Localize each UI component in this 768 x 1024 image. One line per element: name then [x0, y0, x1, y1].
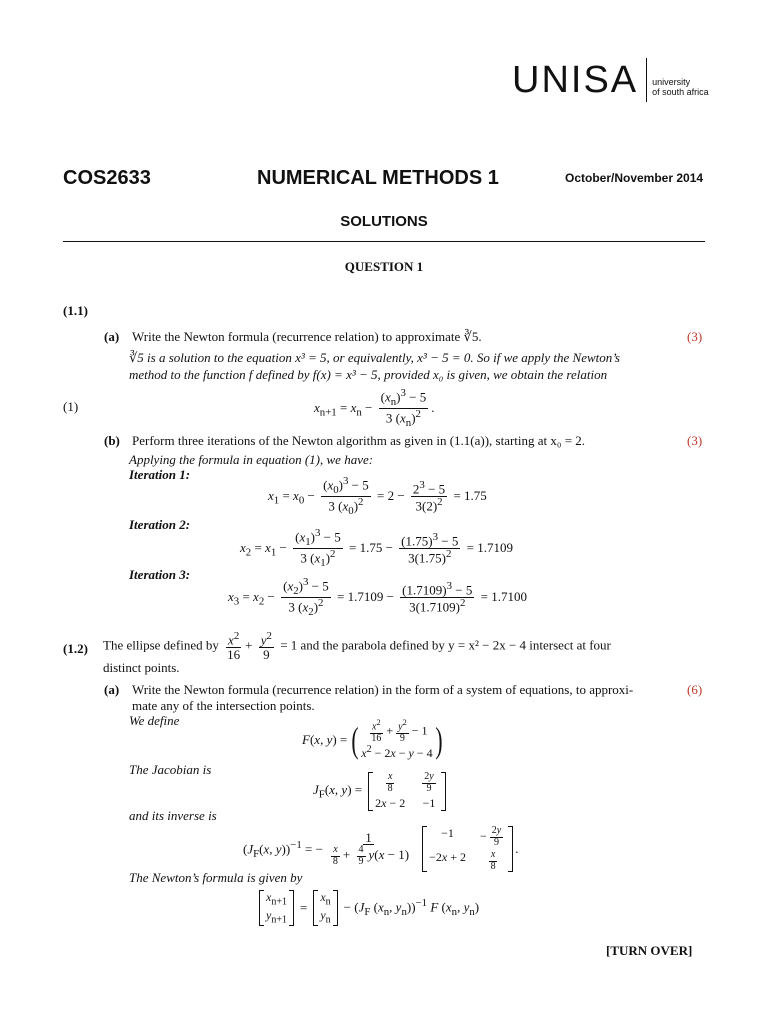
- iteration-3-equation: $x_3 = x_2$ − $\frac{(x_2)^3 - 5}{3 (x_2)^2}$ = 1.7109 − $\frac{(1.7109)^3 - 5}{3(1.7109)^2}$ = 1.7100: [228, 576, 527, 619]
- part-a-answer-1: ∛5 is a solution to the equation x³ = 5, or equivalently, x³ − 5 = 0. So if we apply the Newton’s: [129, 350, 620, 365]
- exam-period: October/November 2014: [565, 171, 704, 185]
- course-code: COS2633: [63, 167, 151, 189]
- logo-tagline: university of south africa: [652, 77, 709, 97]
- inverse-intro-text: and its inverse is: [129, 808, 217, 823]
- part-b-prompt: Perform three iterations of the Newton algorithm as given in (1.1(a)), starting at x₀ = 2.: [132, 433, 586, 448]
- we-define-text: We define: [129, 713, 180, 728]
- jacobian-inverse: ($J_F(x$, y))$^{-1}$ = − 1 $\frac{x}{8}$ + $\frac{4}{9}$ y(x − 1) −1 − $\frac{2y}{9}$ −2x + 2 $\frac{x}{8}$ .: [243, 825, 519, 872]
- part-1-2-a-label: (a): [104, 682, 120, 697]
- part-1-2-a-marks: (6): [687, 682, 703, 697]
- iteration-1-equation: $x_1 = x_0$ − $\frac{(x_0)^3 - 5}{3 (x_0)^2}$ = 2 − $\frac{2^3 - 5}{3(2)^2}$ = 1.75: [268, 475, 487, 518]
- section-label-1-2: (1.2): [63, 641, 88, 656]
- unisa-logo: [512, 58, 709, 102]
- newton-system-formula: $x_{n+1}$ $y_{n+1}$ = $x_n$ $y_n$ − ($J_F$ ($x_n$, $y_n))^{-1}$ F ($x_n$, $y_n$): [257, 890, 479, 926]
- part-a-marks: (3): [687, 329, 703, 344]
- header-rule: [63, 241, 705, 242]
- question-heading: QUESTION 1: [344, 259, 424, 274]
- logo-wordmark: UNISA: [512, 58, 639, 101]
- function-F-definition: F(x, y) = ( $\frac{x^2}{16}$ + $\frac{y^2}{9}$ − 1 $x^2 - 2x - y - 4$ ): [302, 718, 443, 761]
- iteration-2-heading: Iteration 2:: [129, 517, 191, 532]
- x1-value: = 1.75: [453, 487, 487, 503]
- part-b-marks: (3): [687, 433, 703, 448]
- turn-over-footer: [TURN OVER]: [606, 943, 693, 958]
- doc-type: SOLUTIONS: [340, 213, 428, 230]
- newton-recurrence-equation: $x_{n+1} = x_n$ − $\frac{(x_n)^3 - 5}{3 (x_n)^2}$ .: [314, 387, 435, 430]
- jacobian-intro-text: The Jacobian is: [129, 762, 212, 777]
- part-1-2-a-prompt-2: mate any of the intersection points.: [132, 698, 315, 713]
- part-b-label: (b): [104, 433, 120, 448]
- iteration-3-heading: Iteration 3:: [129, 567, 191, 582]
- x2-value: = 1.7109: [466, 539, 513, 555]
- logo-divider: [646, 58, 647, 102]
- course-title: NUMERICAL METHODS 1: [257, 167, 499, 189]
- equation-label-1: (1): [63, 399, 79, 414]
- part-b-intro: Applying the formula in equation (1), we have:: [129, 452, 374, 467]
- jacobian-matrix: $J_F(x$, y) = $\frac{x}{8}$ $\frac{2y}{9}$ 2x − 2 −1: [313, 772, 448, 811]
- section-1-2-intro-2: distinct points.: [103, 660, 180, 675]
- x3-value: = 1.7100: [480, 588, 527, 604]
- part-a-label: (a): [104, 329, 120, 344]
- section-label-1-1: (1.1): [63, 303, 88, 318]
- part-1-2-a-prompt-1: Write the Newton formula (recurrence relation) in the form of a system of equations, to approxi-: [132, 682, 634, 697]
- part-a-prompt: Write the Newton formula (recurrence relation) to approximate ∛5.: [132, 329, 482, 344]
- newton-intro-text: The Newton’s formula is given by: [129, 870, 303, 885]
- section-1-2-intro: The ellipse defined by $\frac{x^2}{16}$ + $\frac{y^2}{9}$ = 1 and the parabola defined by y = x² − 2x − 4 intersect at four: [103, 630, 611, 662]
- part-a-answer-2: method to the function f defined by f(x) = x³ − 5, provided x₀ is given, we obtain the relation: [129, 367, 608, 382]
- iteration-1-heading: Iteration 1:: [129, 467, 191, 482]
- iteration-2-equation: $x_2 = x_1$ − $\frac{(x_1)^3 - 5}{3 (x_1)^2}$ = 1.75 − $\frac{(1.75)^3 - 5}{3(1.75)^2}$ = 1.7109: [240, 527, 513, 570]
